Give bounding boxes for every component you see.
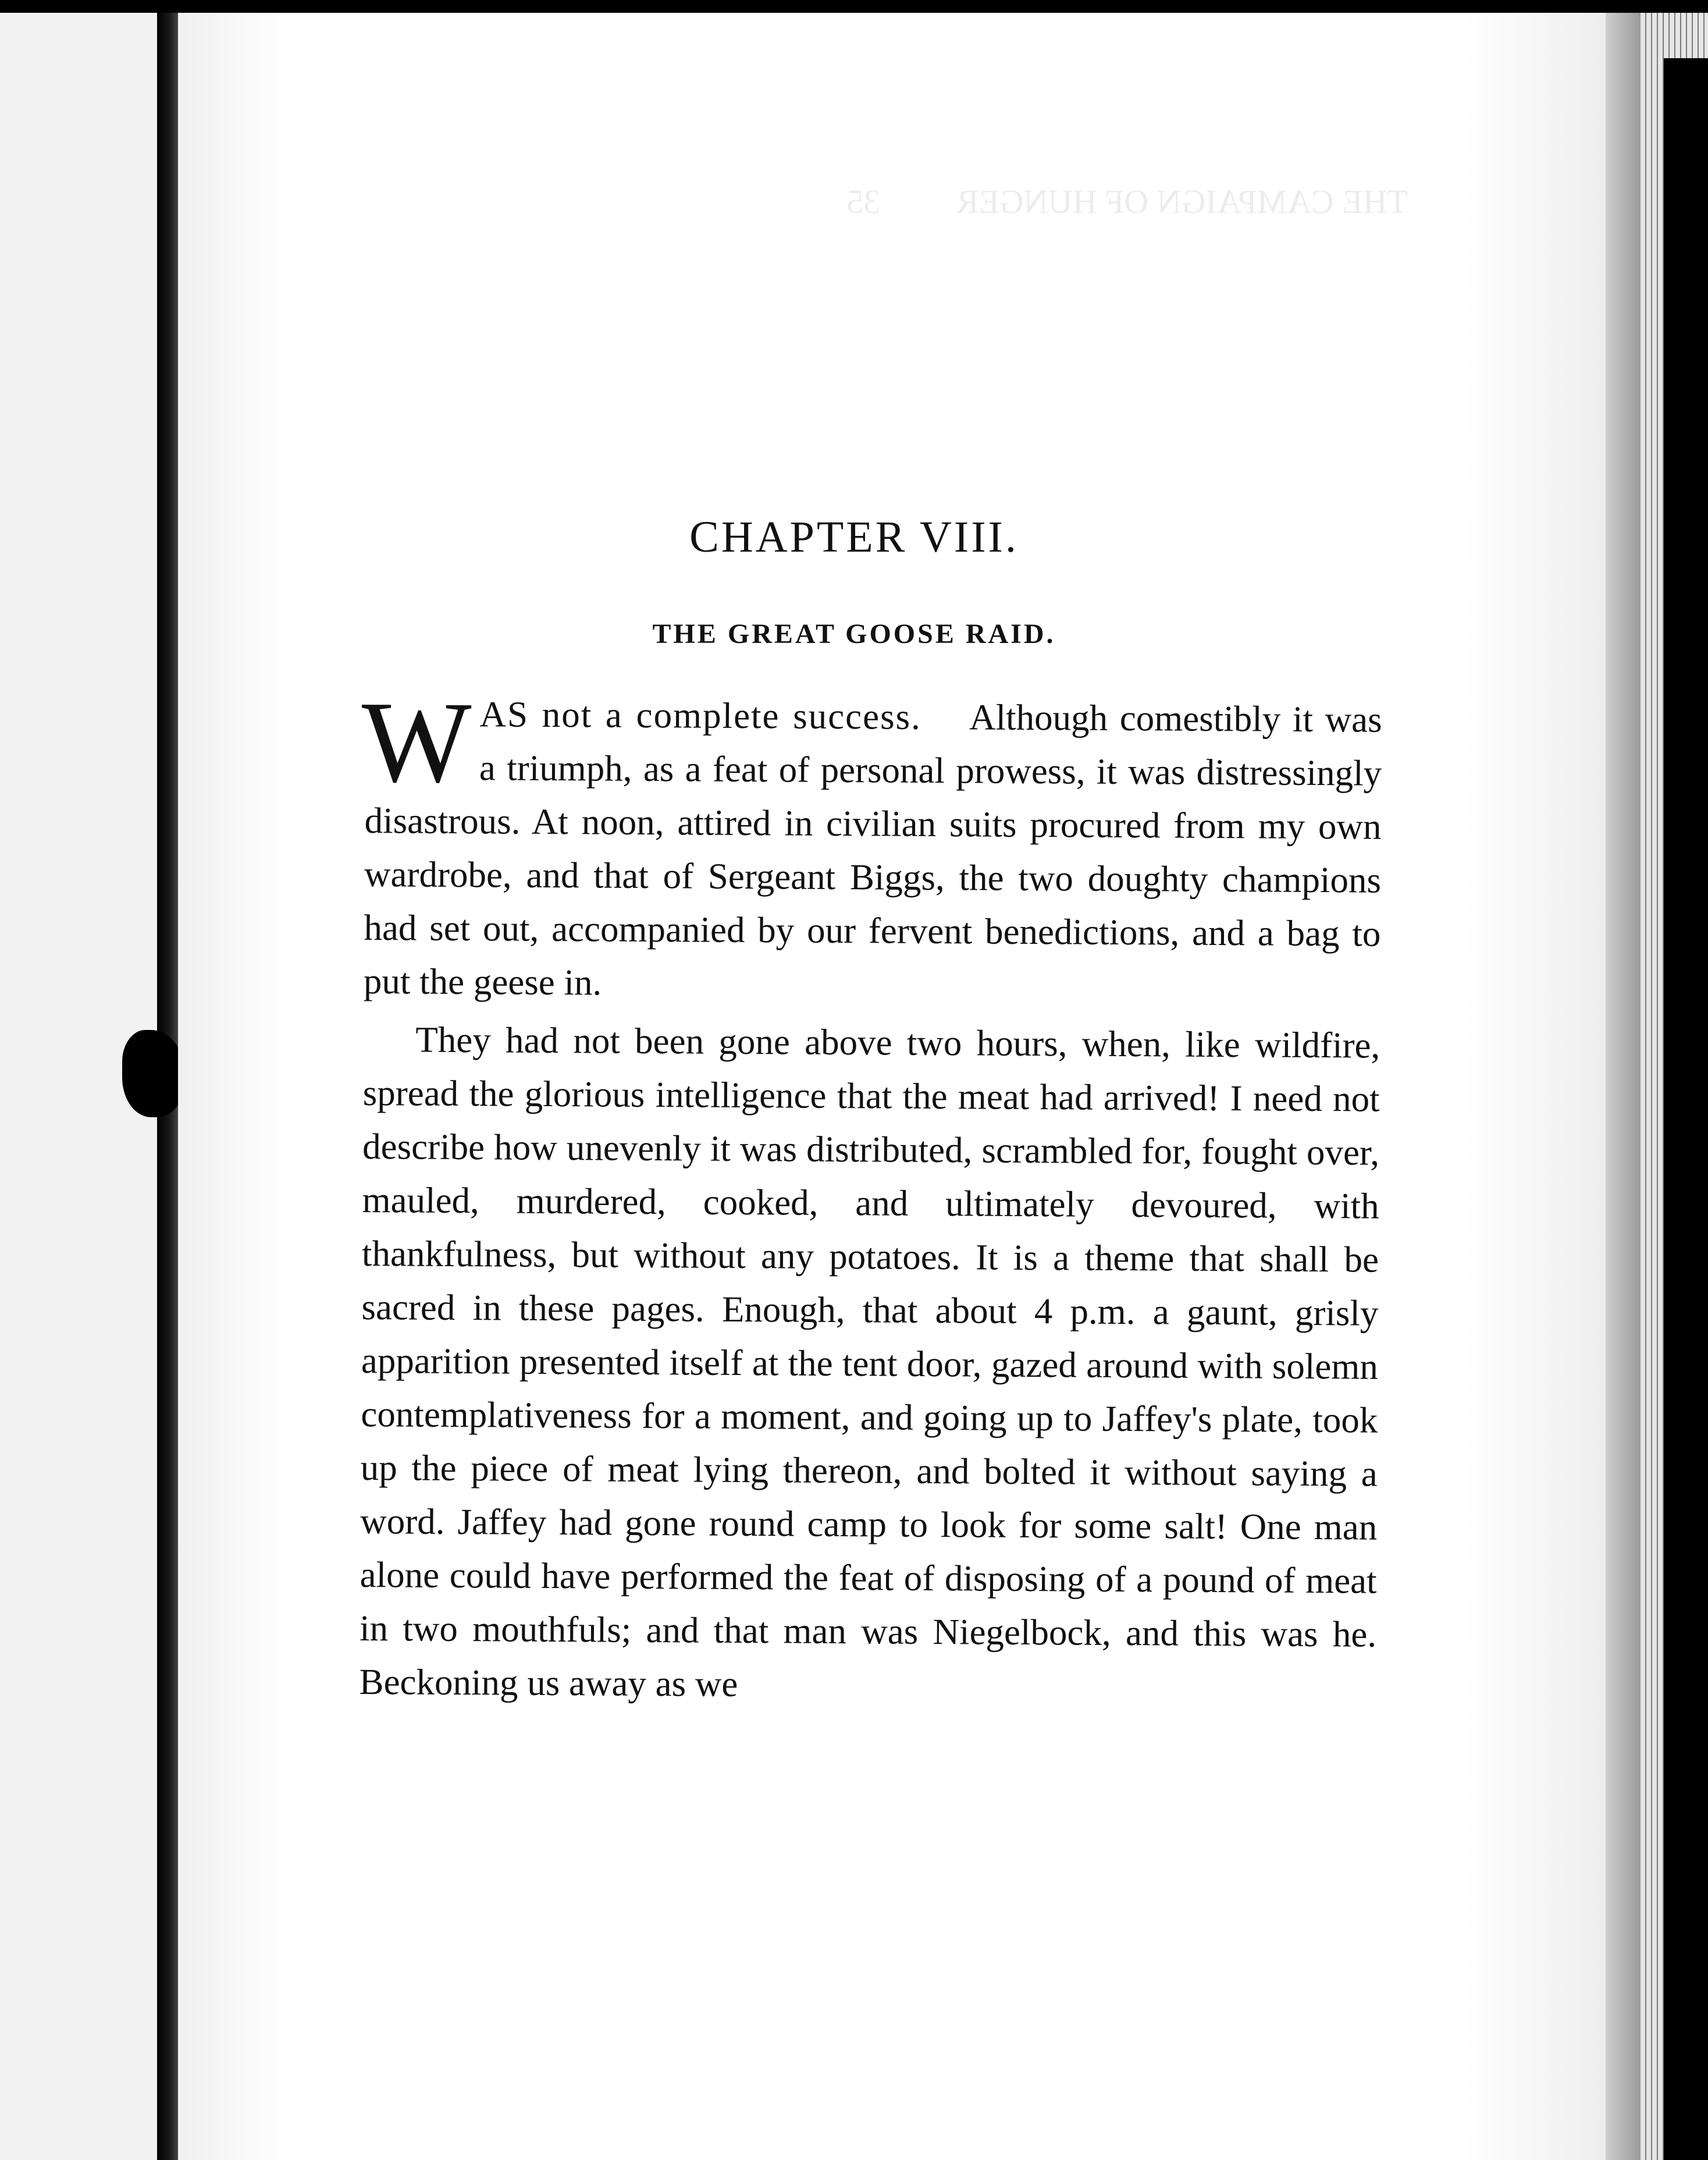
- page-edge-shadow: [1606, 0, 1641, 2160]
- scan-border-right: [1664, 58, 1708, 2160]
- chapter-body: [359, 677, 1382, 1715]
- scan-border-top: [0, 0, 1708, 13]
- paragraph-1: [361, 677, 1382, 1014]
- paragraph-1-text: Although comestibly it was a triumph, as a feat of personal prowess, it was distressingly disastrous. At noon, attired in civilian suits procured from my own wardrobe, and that of Sergeant Biggs, the two doughty champions had set out, accompanied by our fervent benedictions, and a bag to put the geese in.: [363, 697, 1382, 1003]
- chapter-title: CHAPTER VIII.: [689, 513, 1019, 562]
- drop-cap: W: [361, 677, 472, 808]
- paragraph-lead: AS not a complete success.: [479, 694, 960, 738]
- paragraph-2: They had not been gone above two hours, when, like wildfire, spread the glorious intelligence that the meat had arrived! I need not describe how unevenly it was distributed, scrambled for, fought over, mauled, murdered, cooked, and ultimately devoured, with thankfulness, but without any potatoes. It is a theme that shall be sacred in these pages. Enough, that about 4 p.m. a gaunt, grisly apparition presented itself at the tent door, gazed around with solemn contemplativeness for a moment, and going up to Jaffey's plate, took up the piece of meat lying thereon, and bolted it without saying a word. Jaffey had gone round camp to look for some salt! One man alone could have performed the feat of disposing of a pound of meat in two mouthfuls; and that man was Niegelbock, and this was he. Beckoning us away as we: [359, 1019, 1380, 1704]
- chapter-subtitle: THE GREAT GOOSE RAID.: [652, 619, 1056, 649]
